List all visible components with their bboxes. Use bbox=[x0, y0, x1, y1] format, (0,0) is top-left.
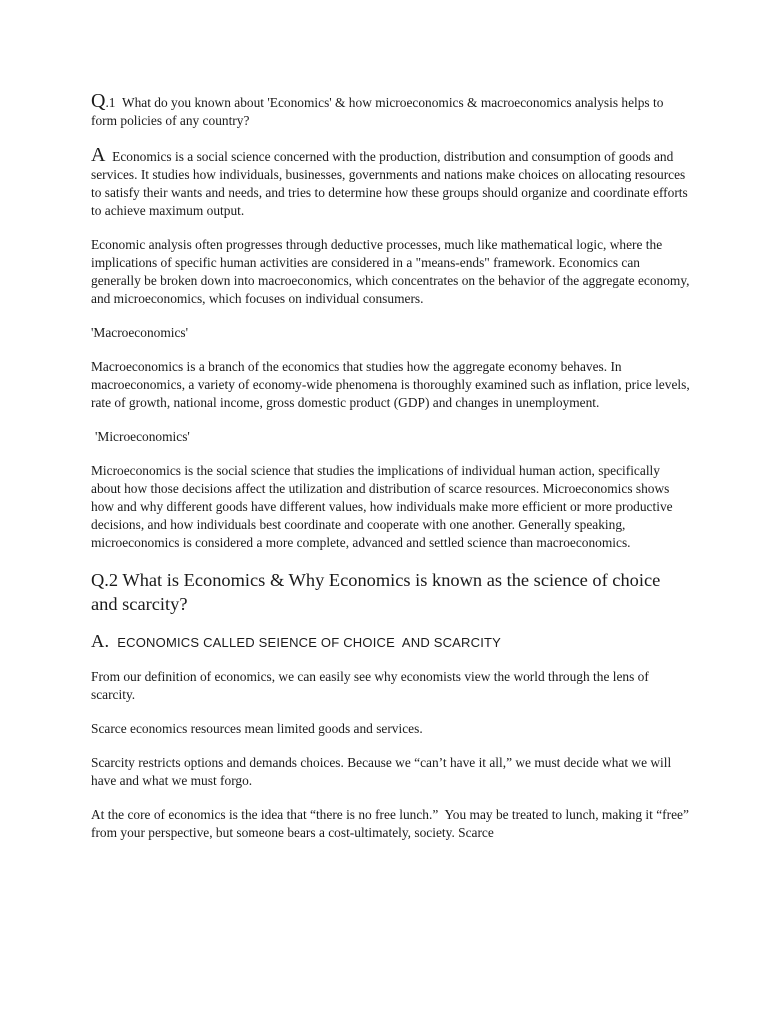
question-1 bbox=[91, 92, 691, 130]
question-2: Q.2 What is Economics & Why Economics is known as the science of choice and scarcity? bbox=[91, 570, 661, 614]
answer-1-mark: A bbox=[91, 144, 106, 166]
answer-2-heading bbox=[91, 632, 691, 652]
paragraph-definition: From our definition of economics, we can easily see why economists view the world through the lens of scarcity. bbox=[91, 669, 649, 702]
question-1-mark: Q bbox=[91, 90, 106, 112]
heading-macroeconomics: 'Macroeconomics' bbox=[91, 325, 189, 340]
answer-1-text: Economics is a social science concerned with the production, distribution and consumption of goods and services. It studies how individuals, businesses, governments and nations make choices on allocating resources to satisfy their wants and needs, and tries to determine how these groups should organize and coordinate efforts to achieve maximum output. bbox=[91, 149, 692, 218]
paragraph-analysis: Economic analysis often progresses through deductive processes, much like mathematical logic, where the implications of specific human activities are considered in a "means-ends" framework. Economics can generally be broken down into macroeconomics, which concentrates on the behavior of the aggregate economy, and microeconomics, which focuses on individual consumers. bbox=[91, 237, 690, 306]
heading-microeconomics: 'Microeconomics' bbox=[95, 429, 190, 444]
document-page bbox=[91, 92, 691, 842]
question-1-text: What do you known about 'Economics' & how microeconomics & macroeconomics analysis helps to form policies of any country? bbox=[91, 95, 667, 128]
paragraph-microeconomics: Microeconomics is the social science that studies the implications of individual human action, specifically about how those decisions affect the utilization and distribution of scarce resources. Microeconomics shows how and why different goods have different values, how individuals make more efficient or more productive decisions, and how individuals best coordinate and cooperate with one another. Generally speaking, microeconomics is considered a more complete, advanced and settled science than macroeconomics. bbox=[91, 463, 673, 550]
question-1-number: .1 bbox=[105, 95, 116, 110]
answer-2-title: ECONOMICS CALLED SEIENCE OF CHOICE AND SCARCITY bbox=[117, 635, 502, 650]
answer-1 bbox=[91, 146, 691, 220]
paragraph-scarce-resources: Scarce economics resources mean limited goods and services. bbox=[91, 721, 423, 736]
answer-2-mark: A. bbox=[91, 631, 110, 651]
paragraph-free-lunch: At the core of economics is the idea that “there is no free lunch.” You may be treated to lunch, making it “free” from your perspective, but someone bears a cost-ultimately, society. Scarce bbox=[91, 807, 693, 840]
paragraph-macroeconomics: Macroeconomics is a branch of the economics that studies how the aggregate economy behaves. In macroeconomics, a variety of economy-wide phenomena is thoroughly examined such as inflation, price levels, rate of growth, national income, gross domestic product (GDP) and changes in unemployment. bbox=[91, 359, 690, 410]
paragraph-scarcity-restricts: Scarcity restricts options and demands choices. Because we “can’t have it all,” we must decide what we will have and what we must forgo. bbox=[91, 755, 672, 788]
